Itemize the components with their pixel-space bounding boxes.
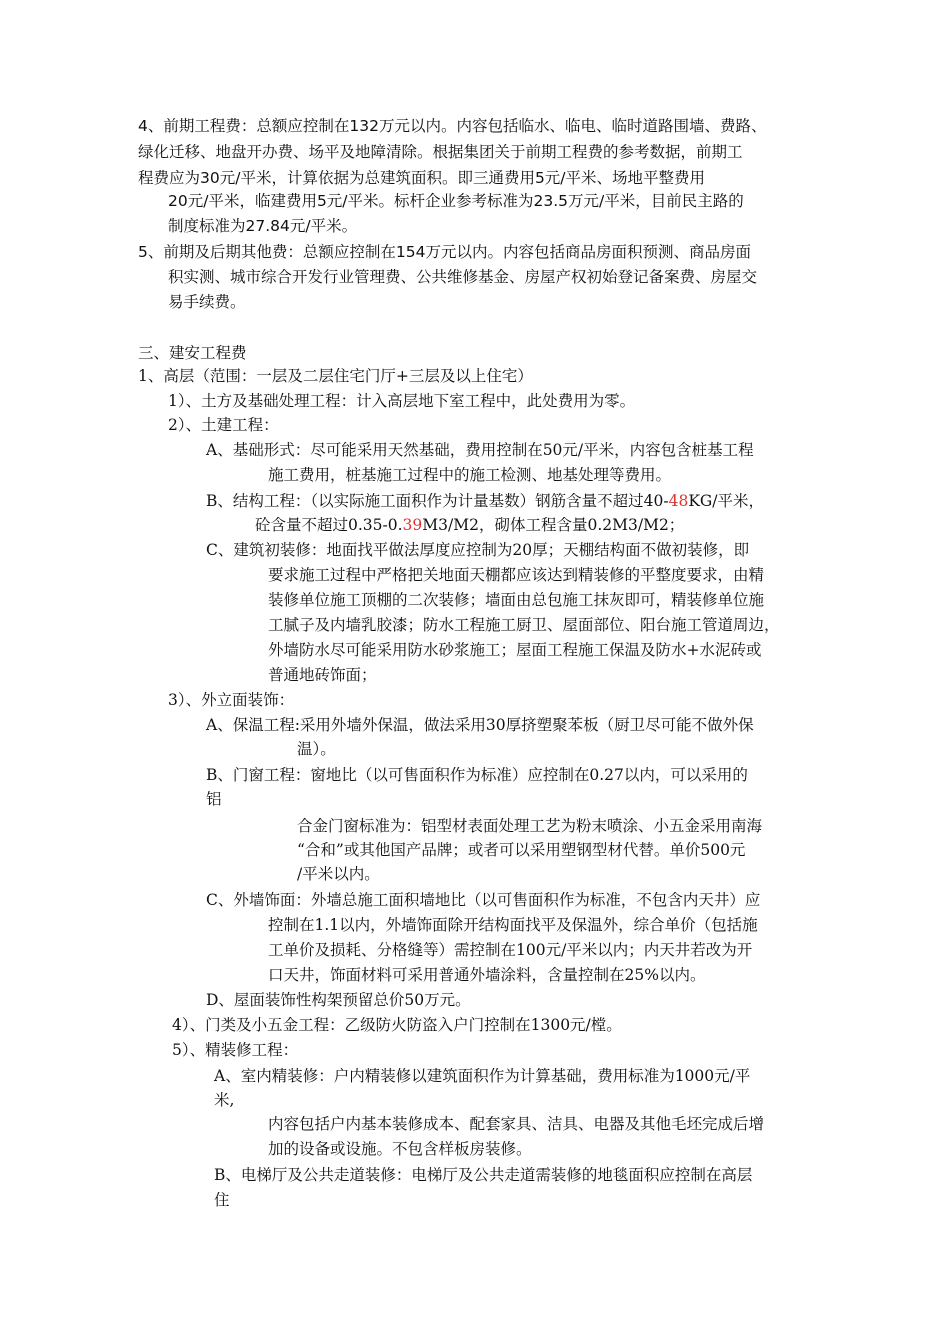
civil-a-line-2: 施工费用，桩基施工过程中的施工检测、地基处理等费用。 — [268, 466, 672, 484]
sub-item-1-earthwork: 1）、土方及基础处理工程：计入高层地下室工程中，此处费用为零。 — [168, 392, 636, 410]
section-4-line-1: 4、前期工程费：总额应控制在132万元以内。内容包括临水、临电、临时道路围墙、费路、 — [138, 117, 767, 135]
civil-c-line-6: 普通地砖饰面； — [268, 666, 377, 684]
civil-c-line-3: 装修单位施工顶棚的二次装修；墙面由总包施工抹灰即可，精装修单位施 — [268, 591, 765, 609]
facade-c-line-1: C、外墙饰面：外墙总施工面积墙地比（以可售面积作为标准，不包含内天井）应 — [206, 891, 761, 909]
facade-b-line-4: “合和”或其他国产品牌；或者可以采用塑钢型材代替。单价500元 — [297, 841, 746, 859]
civil-c-line-1: C、建筑初装修：地面找平做法厚度应控制为20厚；天棚结构面不做初装修，即 — [206, 541, 750, 559]
facade-c-line-3: 工单价及损耗、分格缝等）需控制在100元/平米以内；内天井若改为开 — [268, 941, 753, 959]
decoration-a-line-4: 加的设备或设施。不包含样板房装修。 — [268, 1140, 532, 1158]
decoration-b-line-1: B、电梯厅及公共走道装修：电梯厅及公共走道需装修的地毯面积应控制在高层 — [214, 1166, 753, 1184]
decoration-a-line-1: A、室内精装修：户内精装修以建筑面积作为计算基础，费用标准为1000元/平 — [214, 1067, 751, 1085]
sub-item-4-doors: 4）、门类及小五金工程：乙级防火防盗入户门控制在1300元/樘。 — [172, 1016, 622, 1034]
facade-b-line-3: 合金门窗标准为：铝型材表面处理工艺为粉末喷涂、小五金采用南海 — [297, 817, 763, 835]
item-1-high-rise: 1、高层（范围：一层及二层住宅门厅+三层及以上住宅） — [138, 367, 533, 385]
section-4-line-2: 绿化迁移、地盘开办费、场平及地障清除。根据集团关于前期工程费的参考数据，前期工 — [138, 143, 743, 161]
civil-b-line-1-pre: B、结构工程：（以实际施工面积作为计量基数）钢筋含量不超过40- — [206, 492, 669, 510]
section-4-line-3: 程费应为30元/平米，计算依据为总建筑面积。即三通费用5元/平米、场地平整费用 — [138, 169, 706, 187]
section-5-line-2: 积实测、城市综合开发行业管理费、公共维修基金、房屋产权初始登记备案费、房屋交 — [168, 268, 758, 286]
sub-item-2-civil: 2）、土建工程： — [168, 416, 279, 434]
civil-b-line-1-post: KG/平米， — [688, 492, 765, 510]
facade-c-line-4: 口天井，饰面材料可采用普通外墙涂料，含量控制在25%以内。 — [268, 966, 706, 984]
civil-b-line-2-pre: 砼含量不超过0.35-0. — [255, 516, 403, 534]
concrete-content-highlight: 39 — [402, 516, 423, 534]
facade-a-line-2: 温）。 — [297, 740, 336, 758]
facade-b-line-5: /平米以内。 — [297, 865, 380, 883]
steel-content-highlight: 48 — [668, 492, 689, 510]
civil-b-line-2 — [255, 513, 684, 537]
civil-a-line-1: A、基础形式：尽可能采用天然基础，费用控制在50元/平米，内容包含桩基工程 — [206, 441, 754, 459]
civil-c-line-5: 外墙防水尽可能采用防水砂浆施工；屋面工程施工保温及防水+水泥砖或 — [268, 641, 762, 659]
section-5-line-3: 易手续费。 — [168, 293, 246, 311]
section-4-line-5: 制度标准为27.84元/平米。 — [168, 217, 358, 235]
facade-b-line-2: 铝 — [206, 790, 222, 808]
section-3-title: 三、建安工程费 — [138, 344, 247, 362]
facade-c-line-2: 控制在1.1以内，外墙饰面除开结构面找平及保温外，综合单价（包括施 — [268, 916, 758, 934]
civil-c-line-4: 工腻子及内墙乳胶漆；防水工程施工厨卫、屋面部位、阳台施工管道周边， — [268, 616, 780, 634]
facade-d-line: D、屋面装饰性构架预留总价50万元。 — [206, 991, 471, 1009]
facade-b-line-1: B、门窗工程：窗地比（以可售面积作为标准）应控制在0.27以内，可以采用的 — [206, 766, 748, 784]
section-4-line-4: 20元/平米，临建费用5元/平米。标杆企业参考标准为23.5万元/平米，目前民主路的 — [168, 192, 744, 210]
decoration-a-line-2: 米, — [214, 1091, 235, 1109]
civil-b-line-2-post: M3/M2，砌体工程含量0.2M3/M2； — [422, 516, 685, 534]
sub-item-5-fine-decoration: 5）、精装修工程： — [172, 1041, 299, 1059]
facade-a-line-1: A、保温工程:采用外墙外保温，做法采用30厚挤塑聚苯板（厨卫尽可能不做外保 — [206, 716, 754, 734]
civil-c-line-2: 要求施工过程中严格把关地面天棚都应该达到精装修的平整度要求，由精 — [268, 566, 765, 584]
civil-b-line-1 — [206, 489, 764, 513]
decoration-b-line-2: 住 — [214, 1191, 230, 1209]
decoration-a-line-3: 内容包括户内基本装修成本、配套家具、洁具、电器及其他毛坯完成后增 — [268, 1115, 765, 1133]
section-5-line-1: 5、前期及后期其他费：总额应控制在154万元以内。内容包括商品房面积预测、商品房面 — [138, 243, 751, 261]
sub-item-3-facade: 3）、外立面装饰： — [168, 691, 295, 709]
